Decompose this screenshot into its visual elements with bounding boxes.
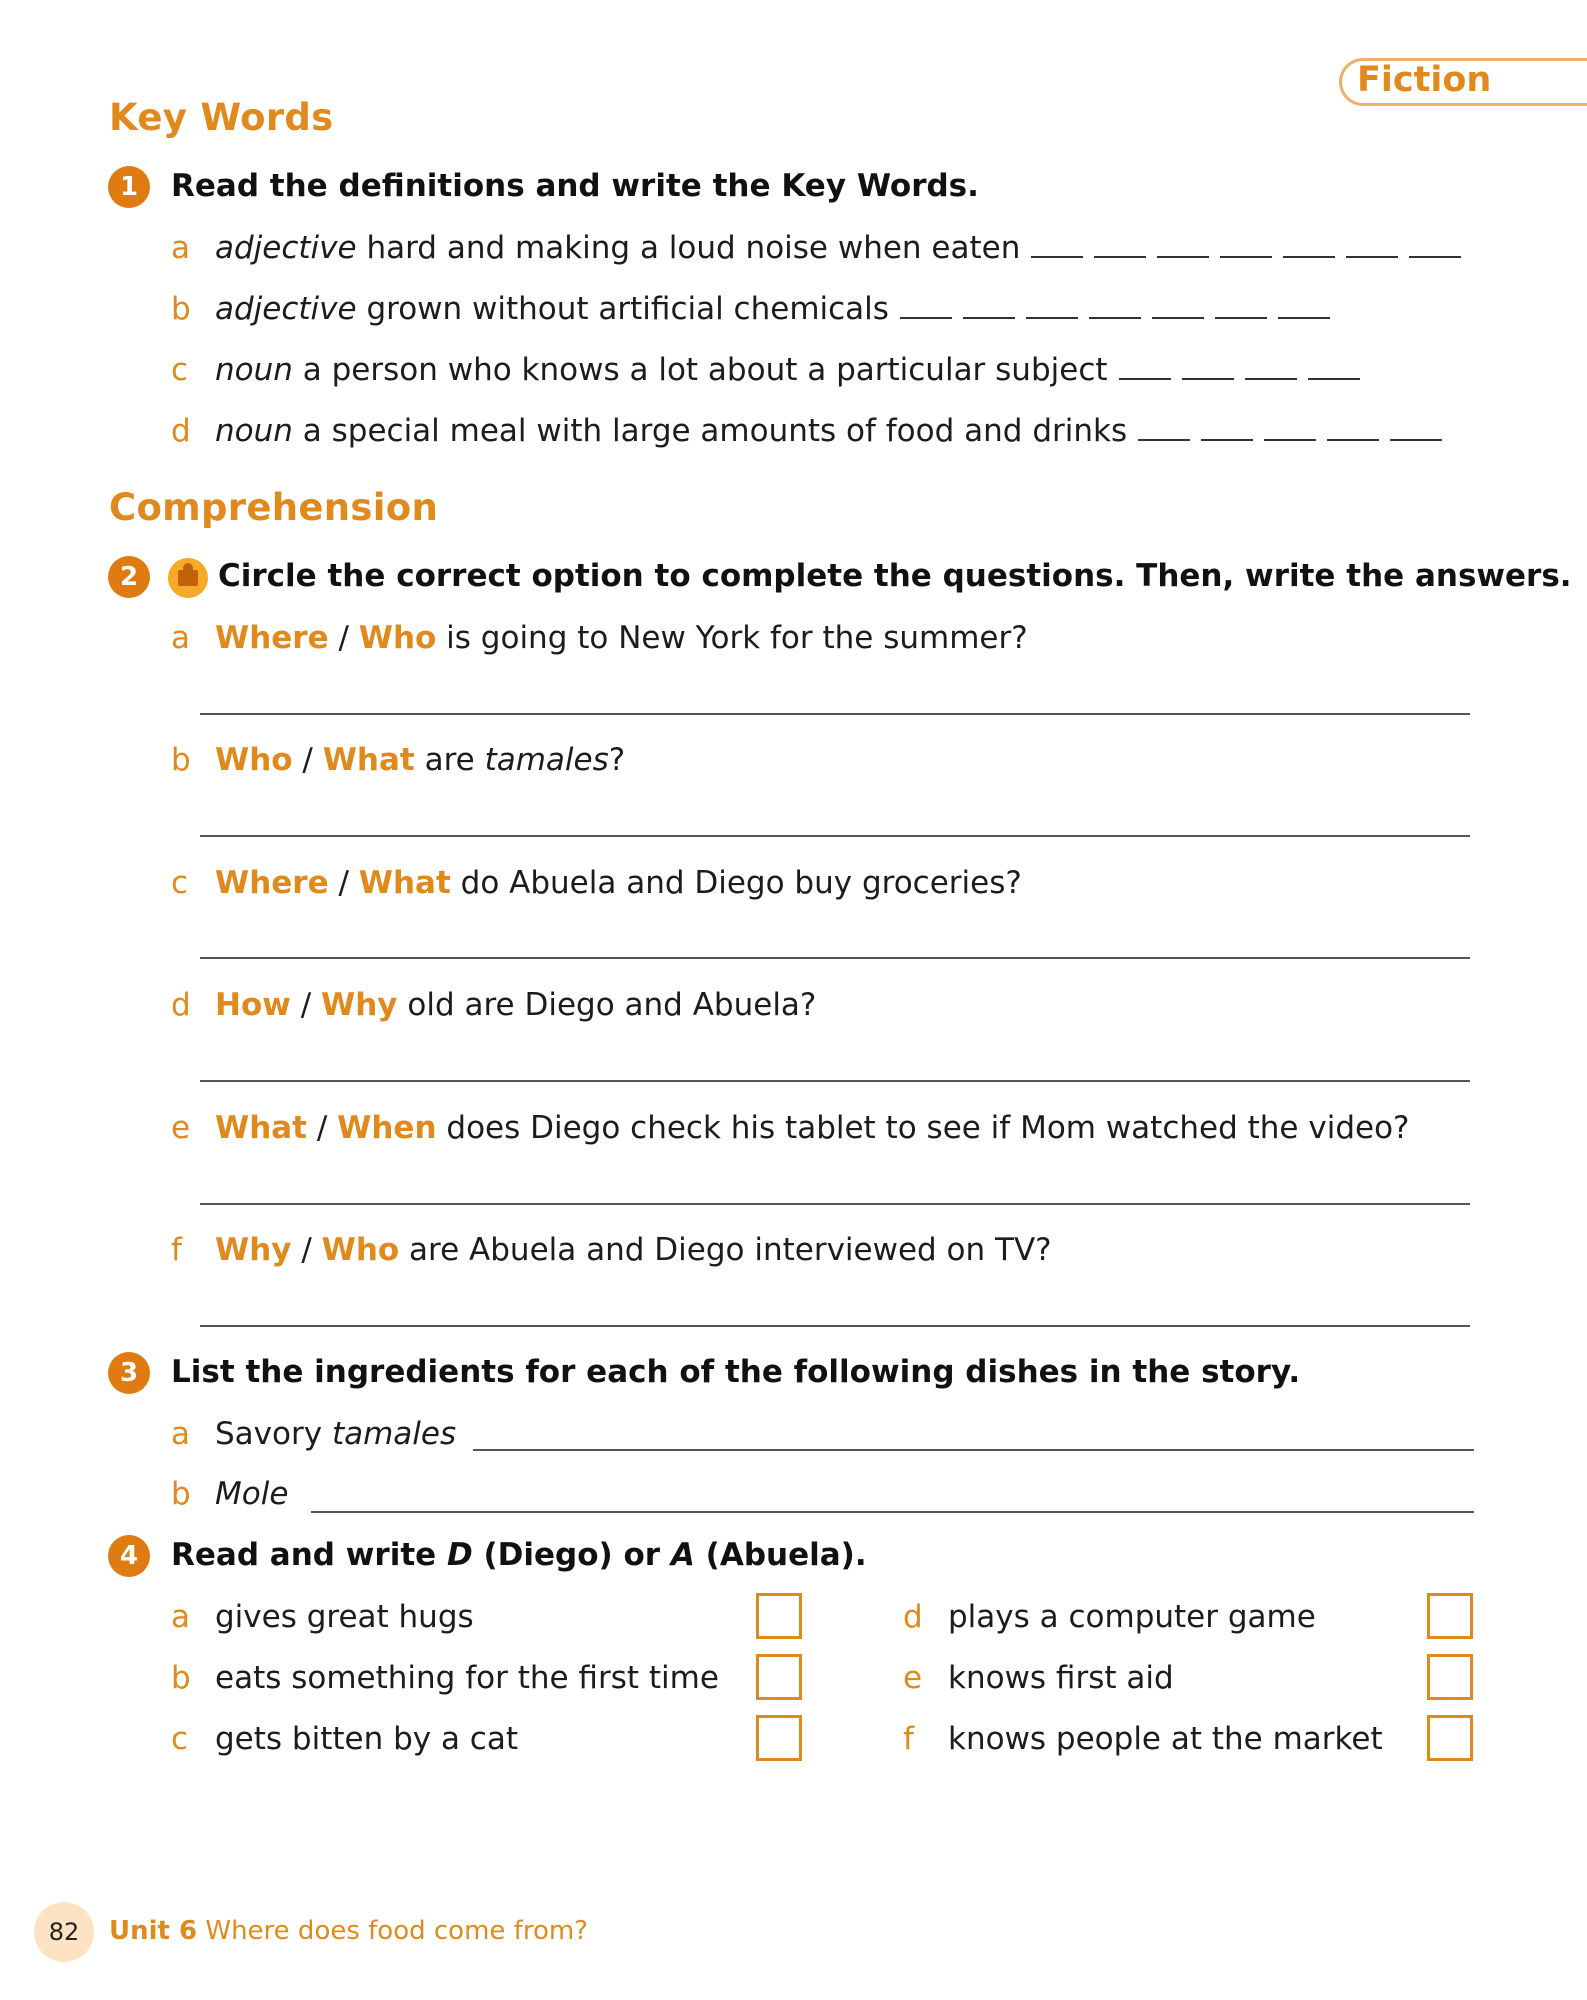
answer-box[interactable] — [1427, 1593, 1473, 1639]
option-who[interactable]: Who — [358, 620, 437, 656]
ex4-item-f-letter: f — [903, 1721, 914, 1757]
exercise-1-instruction: Read the definitions and write the Key Words. — [171, 168, 979, 204]
ex2-item-f: Why / Who are Abuela and Diego interviewed on TV? — [215, 1232, 1052, 1268]
option-who[interactable]: Who — [215, 742, 293, 778]
option-what[interactable]: What — [322, 742, 415, 778]
ex4-item-e: knows first aid — [948, 1660, 1174, 1696]
answer-line[interactable] — [200, 957, 1470, 959]
footer-unit: Unit 6 Where does food come from? — [109, 1916, 588, 1946]
ex4-item-c-letter: c — [171, 1721, 189, 1757]
answer-box[interactable] — [1427, 1715, 1473, 1761]
ex1-item-c: noun a person who knows a lot about a particular subject — [215, 352, 1360, 388]
exercise-3-instruction: List the ingredients for each of the following dishes in the story. — [171, 1354, 1301, 1390]
ex3-item-a: Savory tamales — [215, 1416, 457, 1452]
ex1-item-d: noun a special meal with large amounts of food and drinks — [215, 413, 1442, 449]
ex3-item-a-letter: a — [171, 1416, 190, 1452]
ex4-item-d: plays a computer game — [948, 1599, 1316, 1635]
answer-line[interactable] — [473, 1449, 1474, 1451]
answer-line[interactable] — [200, 835, 1470, 837]
answer-line[interactable] — [200, 713, 1470, 715]
option-when[interactable]: When — [337, 1110, 437, 1146]
ex4-item-a-letter: a — [171, 1599, 190, 1635]
answer-line[interactable] — [311, 1511, 1474, 1513]
option-what[interactable]: What — [358, 865, 451, 901]
ex2-item-f-letter: f — [171, 1232, 182, 1268]
key-words-title: Key Words — [109, 96, 334, 139]
answer-box[interactable] — [756, 1654, 802, 1700]
ex1-item-a: adjective hard and making a loud noise when eaten — [215, 230, 1461, 266]
ex2-item-e: What / When does Diego check his tablet to see if Mom watched the video? — [215, 1110, 1410, 1146]
ex2-item-b-letter: b — [171, 742, 191, 778]
ex3-item-b-letter: b — [171, 1476, 191, 1512]
ex2-item-b: Who / What are tamales? — [215, 742, 626, 778]
answer-line[interactable] — [200, 1080, 1470, 1082]
ex4-item-e-letter: e — [903, 1660, 923, 1696]
exercise-4-number: 4 — [108, 1535, 150, 1577]
ex2-item-e-letter: e — [171, 1110, 191, 1146]
ex1-item-d-letter: d — [171, 413, 191, 449]
reader-book-icon — [168, 558, 208, 598]
exercise-1-number: 1 — [108, 166, 150, 208]
option-why[interactable]: Why — [215, 1232, 292, 1268]
ex4-item-a: gives great hugs — [215, 1599, 474, 1635]
ex1-item-c-letter: c — [171, 352, 189, 388]
ex4-item-f: knows people at the market — [948, 1721, 1383, 1757]
option-why[interactable]: Why — [321, 987, 398, 1023]
ex4-item-d-letter: d — [903, 1599, 923, 1635]
page-number: 82 — [34, 1902, 94, 1962]
option-where[interactable]: Where — [215, 620, 329, 656]
exercise-2-number: 2 — [108, 556, 150, 598]
comprehension-title: Comprehension — [109, 486, 439, 529]
ex2-item-a: Where / Who is going to New York for the summer? — [215, 620, 1028, 656]
ex1-item-b: adjective grown without artificial chemicals — [215, 291, 1330, 327]
answer-box[interactable] — [756, 1593, 802, 1639]
option-what[interactable]: What — [215, 1110, 308, 1146]
ex3-item-b: Mole — [215, 1476, 289, 1512]
ex2-item-c: Where / What do Abuela and Diego buy groceries? — [215, 865, 1022, 901]
ex1-item-a-letter: a — [171, 230, 190, 266]
ex2-item-d: How / Why old are Diego and Abuela? — [215, 987, 817, 1023]
ex4-item-b: eats something for the first time — [215, 1660, 719, 1696]
answer-box[interactable] — [1427, 1654, 1473, 1700]
option-how[interactable]: How — [215, 987, 291, 1023]
exercise-4-instruction: Read and write D (Diego) or A (Abuela). — [171, 1537, 867, 1573]
exercise-2-instruction: Circle the correct option to complete the questions. Then, write the answers. — [218, 558, 1572, 594]
ex1-item-b-letter: b — [171, 291, 191, 327]
ex2-item-c-letter: c — [171, 865, 189, 901]
exercise-3-number: 3 — [108, 1352, 150, 1394]
option-where[interactable]: Where — [215, 865, 329, 901]
ex4-item-b-letter: b — [171, 1660, 191, 1696]
fiction-tab-label: Fiction — [1357, 60, 1492, 100]
ex4-item-c: gets bitten by a cat — [215, 1721, 519, 1757]
option-who[interactable]: Who — [321, 1232, 400, 1268]
ex2-item-a-letter: a — [171, 620, 190, 656]
answer-line[interactable] — [200, 1325, 1470, 1327]
answer-line[interactable] — [200, 1203, 1470, 1205]
answer-box[interactable] — [756, 1715, 802, 1761]
ex2-item-d-letter: d — [171, 987, 191, 1023]
